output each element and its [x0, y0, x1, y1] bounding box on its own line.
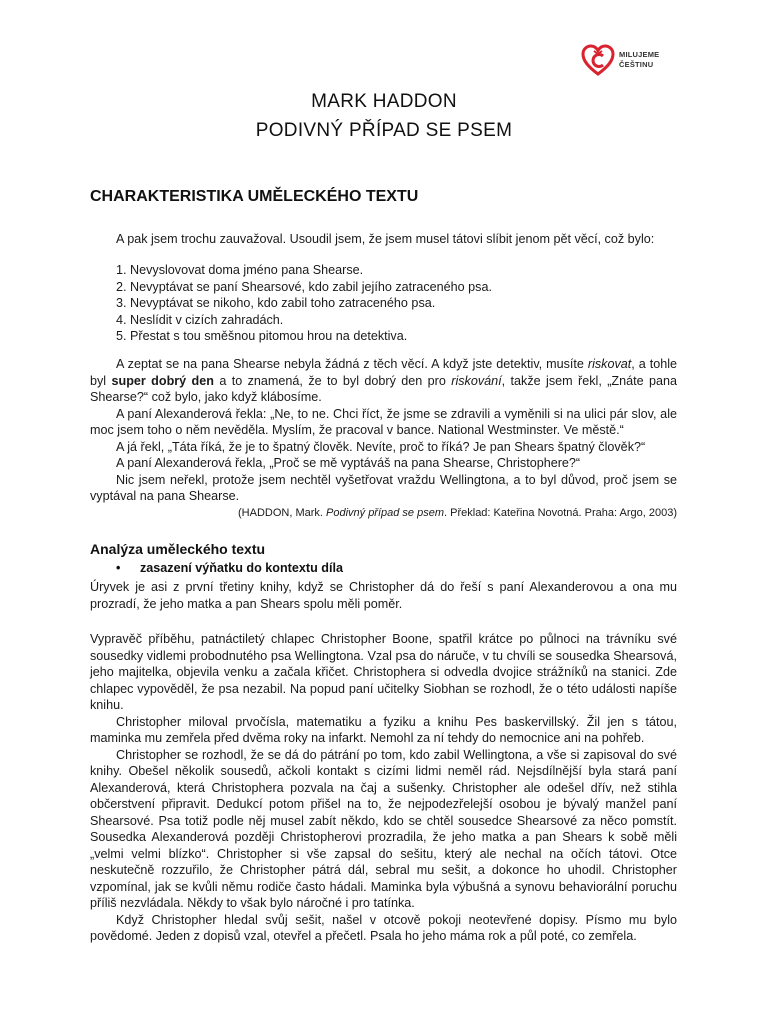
excerpt-intro: A pak jsem trochu zauvažoval. Usoudil jsem, že jsem musel tátovi slíbit jenom pět věcí, což bylo:: [116, 232, 655, 246]
analysis-intro: [90, 579, 677, 612]
promise-list: [90, 262, 677, 345]
list-item: 1. Nevyslovovat doma jméno pana Shearse.: [116, 263, 364, 277]
analysis-paragraph: Vypravěč příběhu, patnáctiletý chlapec Christopher Boone, spatřil krátce po půlnoci na trávníku své sousedky vidlemi probodnutého psa Wellingtona. Vzal psa do náruče, v tu chvíli se sousedka Shearsová, jeho majitelka, objevila venku a začala křičet. Christophera si odvedla dvojice strážníků na stanici. Zde chlapec vypověděl, že psa nezabil. Na popud paní učitelky Siobhan se rozhodl, že o této události napíše knihu.: [90, 632, 677, 712]
book-title: PODIVNÝ PŘÍPAD SE PSEM: [255, 120, 513, 141]
citation: (HADDON, Mark. Podivný případ se psem. Překlad: Kateřina Novotná. Praha: Argo, 2003): [238, 506, 677, 519]
bullet-item: • zasazení výňatku do kontextu díla: [116, 561, 343, 575]
list-item: 2. Nevyptávat se paní Shearsové, kdo zabil jejího zatraceného psa.: [116, 279, 492, 294]
excerpt-dialog: [90, 356, 677, 521]
analysis-paragraph: Christopher miloval prvočísla, matematiku a fyziku a knihu Pes baskervillský. Žil jen s tátou, maminka mu zemřela před dvěma roky na infarkt. Nemohl za ní tehdy do nemocnice ani na pohřeb.: [90, 714, 677, 745]
excerpt-paragraph: A já řekl, „Táta říká, že je to špatný člověk. Nevíte, proč to říká? Je pan Shears špatný člověk?“: [116, 439, 646, 454]
list-item: 4. Neslídit v cizích zahradách.: [116, 312, 284, 327]
analysis-body: [90, 631, 677, 945]
excerpt-paragraph: A paní Alexanderová řekla, „Proč se mě vyptáváš na pana Shearse, Christophere?“: [116, 456, 581, 470]
analysis-paragraph: Úryvek je asi z první třetiny knihy, když se Christopher dá do řeší s paní Alexanderovou a ona mu prozradí, že jeho matka a pan Shears spolu měli poměr.: [90, 580, 677, 611]
list-item: 3. Nevyptávat se nikoho, kdo zabil toho zatraceného psa.: [116, 296, 436, 310]
milujeme-cestinu-logo: [581, 44, 659, 76]
excerpt-paragraph: A zeptat se na pana Shearse nebyla žádná z těch věcí. A když jste detektiv, musíte riskovat, a tohle byl super dobrý den a to znamená, že to byl dobrý den pro riskování, takže jsem řekl, „Znáte pana Shearse?“ což bylo, jako když klábosíme.: [90, 357, 678, 404]
author-title: MARK HADDON: [311, 91, 457, 112]
section-heading-characteristics: CHARAKTERISTIKA UMĚLECKÉHO TEXTU: [90, 188, 419, 205]
excerpt-paragraph: A paní Alexanderová řekla: „Ne, to ne. Chci říct, že jsme se zdravili a vyměnili si na ulici pár slov, ale moc jsem toho o něm nevěděla. Myslím, že pracoval v bance. National Westminster. Ve městě.“: [90, 406, 677, 437]
excerpt-paragraph: Nic jsem neřekl, protože jsem nechtěl vyšetřovat vraždu Wellingtona, a to byl důvod, proč jsem se vyptával na pana Shearse.: [90, 472, 677, 503]
analysis-paragraph: Když Christopher hledal svůj sešit, našel v otcově pokoji neotevřené dopisy. Písmo mu bylo povědomé. Jeden z dopisů vzal, otevřel a přečetl. Psala ho jeho máma rok a půl poté, co zemřela.: [90, 912, 677, 943]
heart-c-logo-icon: [581, 44, 615, 76]
analysis-paragraph: Christopher se rozhodl, že se dá do pátrání po tom, kdo zabil Wellingtona, a vše si zapisoval do své knihy. Obešel několik sousedů, ačkoli kontakt s cizími lidmi neměl rád. Nejsdílnější byla stará paní Alexanderová, která Christophera pozvala na čaj a sušenky. Christopher ale odešel dřív, než stihla občerstvení připravit. Dedukcí potom přišel na to, že nejpodezřelejší osobou je bývalý manžel paní Shearsové. Psa totiž podle něj musel zabít někdo, kdo se chtěl sousedce Shearsové za něco pomstít. Sousedka Alexanderová později Christopherovi prozradila, že jeho matka a pan Shears k sobě měli „velmi velmi blízko“. Christopher si vše zapsal do sešitu, který ale nechal na očích tátovi. Otce neskutečně rozzuřilo, že Christopher pátrá dál, sebral mu sešit, a dokonce ho uhodil. Christopher vzpomínal, jak se kvůli němu rodiče často hádali. Maminka byla výbušná a synovu behaviorální poruchu příliš nezvládala. Někdy to však bylo náročné i pro tatínka.: [90, 747, 677, 910]
bullet-dot-icon: •: [116, 561, 121, 575]
section-heading-analysis: Analýza uměleckého textu: [90, 541, 266, 557]
logo-wordmark: MILUJEME ČEŠTINU: [619, 50, 660, 69]
list-item: 5. Přestat s tou směšnou pitomou hrou na detektiva.: [116, 329, 408, 343]
